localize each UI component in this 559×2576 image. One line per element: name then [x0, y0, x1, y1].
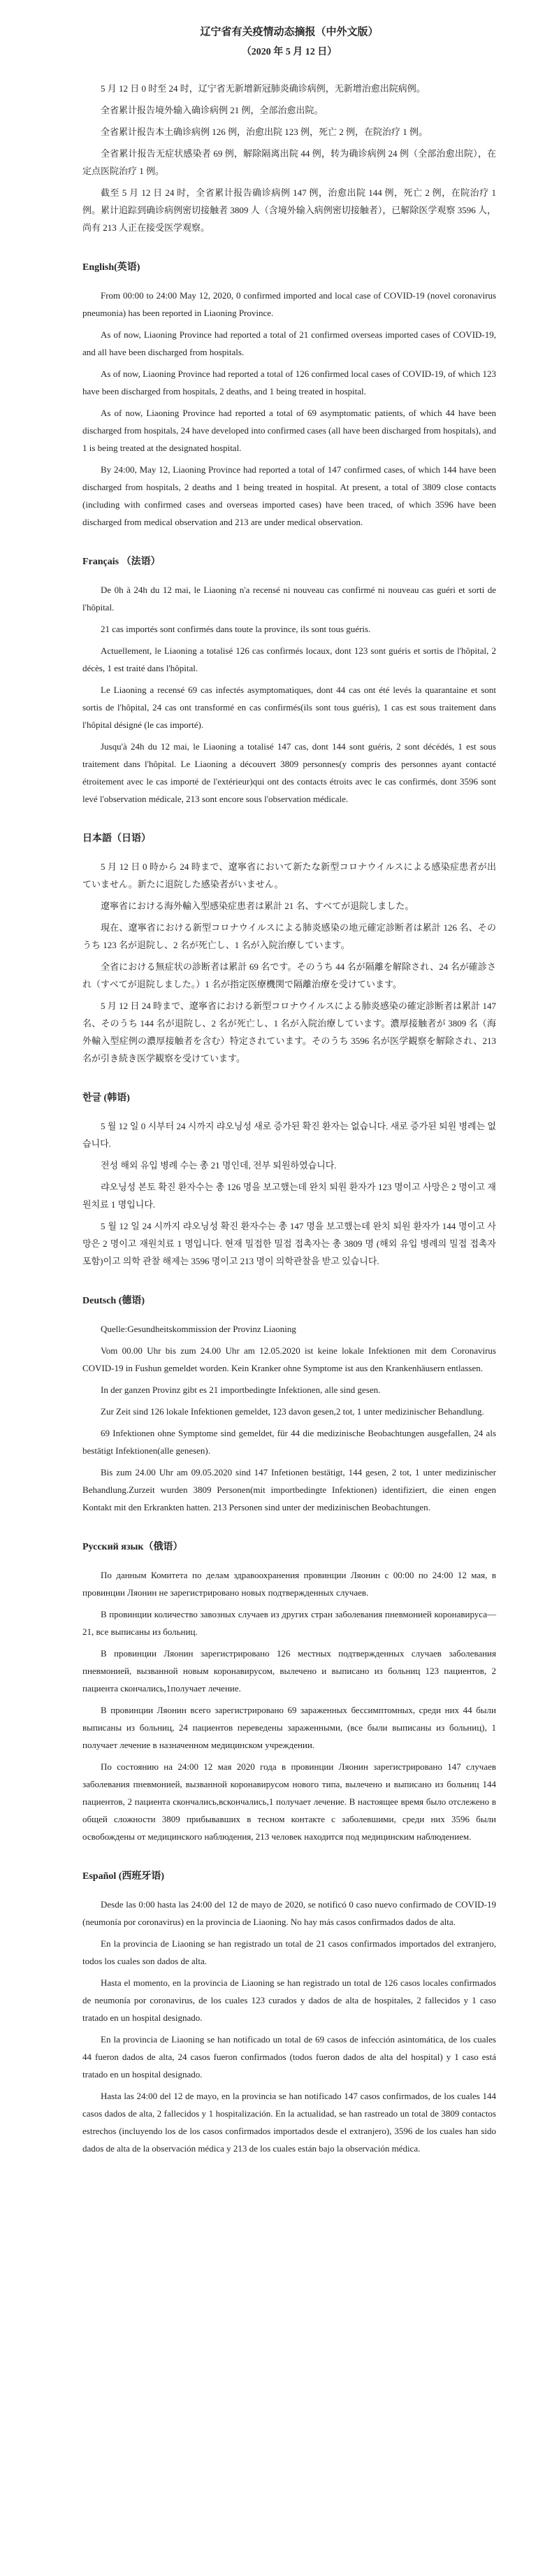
sections-container: [82, 80, 496, 2157]
paragraph: 5 월 12 일 0 시부터 24 시까지 랴오닝성 새로 증가된 확진 환자는 없습니다. 새로 증가된 퇴원 병례는 없습니다.: [82, 1121, 496, 1149]
section-heading: 日本語（日语）: [82, 833, 151, 844]
paragraph: По данным Комитета по делам здравоохранения провинции Ляонин с 00:00 по 24:00 12 мая, в провинции Ляонин не зарегистрировано новых подтвержденных случаев.: [82, 1570, 496, 1598]
paragraph: Desde las 0:00 hasta las 24:00 del 12 de mayo de 2020, se notificó 0 caso nuevo confirmado de COVID-19 (neumonía por coronavirus) en la provincia de Liaoning. No hay más casos confirmados dados de alta.: [82, 1899, 496, 1927]
section-heading: Español (西班牙语): [82, 1871, 165, 1882]
paragraph: 全省における無症状の診断者は累計 69 名です。そのうち 44 名が隔離を解除され、24 名が確診され（すべてが退院しました。）1 名が指定医療機関で隔離治療を受けています。: [82, 961, 496, 989]
paragraph: In der ganzen Provinz gibt es 21 importbedingte Infektionen, alle sind gesen.: [101, 1384, 381, 1395]
document-date: （2020 年 5 月 12 日）: [241, 47, 337, 57]
paragraph: Quelle:Gesundheitskommission der Provinz Liaoning: [101, 1324, 296, 1334]
paragraph: 5 月 12 日 24 時まで、遼寧省における新型コロナウイルスによる肺炎感染の確定診断者は累計 147 名、そのうち 144 名が退院し、2 名が死亡し、1 名が入院治療しています。濃厚接触者が 3809 名（海外輸入型症例の濃厚接触者を含む）特定されています。そのうち 3596 名が医学観察を解除され、213 名が引き続き医学観察を受けています。: [82, 1001, 496, 1064]
paragraph: 遼寧省における海外輸入型感染症患者は累計 21 名、すべてが退院しました。: [101, 901, 414, 911]
paragraph: By 24:00, May 12, Liaoning Province had reported a total of 147 confirmed cases, of which 144 have been discharged from hospitals, 2 deaths and 1 being treated in hospital. At present, a total of 3809 close contacts (including with confirmed cases and overseas imported cases) have been traced, of which 3596 have been discharged from medical observation and 213 are under medical observation.: [82, 464, 496, 527]
section-2: [82, 554, 496, 808]
paragraph: По состоянию на 24:00 12 мая 2020 года в провинции Ляонин зарегистрировано 147 случаев заболевания пневмонией, вызванной коронавирусом нового типа, вылечено и выписано из больниц 144 пациентов, 2 пациента скончались,вскончались,1 получает лечение. В настоящее время было отслежено в общей сложности 3809 прибывавших в тесном контакте с заболевшими, среди них 3596 были освобождены от медицинского наблюдения, 213 человек находится под медицинским наблюдением.: [82, 1761, 496, 1842]
section-4: [82, 1091, 496, 1270]
paragraph: Hasta el momento, en la provincia de Liaoning se han registrado un total de 126 casos locales confirmados de neumonía por coronavirus, de los cuales 123 curados y dados de alta de hospitales, 2 fallecidos y 1 caso tratado en un hospital designado.: [82, 1977, 496, 2023]
paragraph: 69 Infektionen ohne Symptome sind gemeldet, für 44 die medizinische Beobachtungen ausgefallen, 24 als bestätigt Infektionen(alle genesen).: [82, 1428, 496, 1456]
paragraph: 5 月 12 日 0 时至 24 时，辽宁省无新增新冠肺炎确诊病例，无新增治愈出院病例。: [101, 83, 426, 94]
paragraph: 전성 해외 유입 병례 수는 총 21 명인데, 전부 퇴원하였습니다.: [101, 1160, 337, 1171]
paragraph: As of now, Liaoning Province had reported a total of 69 asymptomatic patients, of which 44 have been discharged from hospitals, 24 have developed into confirmed cases (all have been discharged from hospitals), and 1 is being treated at the designated hospital.: [82, 408, 496, 453]
paragraph: Hasta las 24:00 del 12 de mayo, en la provincia se han notificado 147 casos confirmados, de los cuales 144 casos dados de alta, 2 fallecidos y 1 hospitalización. En la actualidad, se han rastreado un total de 3809 contactos estrechos (incluyendo los de los casos confirmados importados desde el extranjero), 3596 de los cuales han sido dados de alta de la observación médica y 213 de los cuales están bajo la observación médica.: [82, 2091, 496, 2154]
paragraph: 現在、遼寧省における新型コロナウイルスによる肺炎感染の地元確定診断者は累計 126 名、そのうち 123 名が退院し、2 名が死亡し、1 名が入院治療しています。: [82, 922, 496, 950]
paragraph: 랴오닝성 본토 확진 환자수는 총 126 명을 보고했는데 완치 퇴원 환자가 123 명이고 사망은 2 명이고 재원치료 1 명입니다.: [82, 1182, 496, 1210]
paragraph: В провинции Ляонин зарегистрировано 126 местных подтвержденных случаев заболевания пневмонией, вызванной новым коронавирусом, вылечено и выписано из больниц 123 пациентов, 2 пациента скончались,1получает лечение.: [82, 1648, 496, 1694]
paragraph: Bis zum 24.00 Uhr am 09.05.2020 sind 147 Infetionen bestätigt, 144 gesen, 2 tot, 1 unter medizinischer Behandlung.Zurzeit wurden 3809 Personen(mit importbedingte Infektionen) identifiziert, die einen engen Kontakt mit den Erkrankten hatten. 213 Personen sind unter der medizinischen Beobachtungen.: [82, 1467, 496, 1512]
paragraph: Actuellement, le Liaoning a totalisé 126 cas confirmés locaux, dont 123 sont guéris et sortis de l'hôpital, 2 décès, 1 est traité dans l'hôpital.: [82, 645, 496, 673]
paragraph: 全省累计报告境外输入确诊病例 21 例，全部治愈出院。: [101, 105, 324, 115]
paragraph: Zur Zeit sind 126 lokale Infektionen gemeldet, 123 davon gesen,2 tot, 1 unter medizinischer Behandlung.: [101, 1406, 484, 1417]
paragraph: 截至 5 月 12 日 24 时，全省累计报告确诊病例 147 例，治愈出院 144 例，死亡 2 例，在院治疗 1 例。累计追踪到确诊病例密切接触者 3809 人（含境外输入病例密切接触者），已解除医学观察 3596 人，尚有 213 人正在接受医学观察。: [82, 187, 496, 233]
paragraph: En la provincia de Liaoning se han notificado un total de 69 casos de infección asintomática, de los cuales 44 fueron dados de alta, 24 casos fueron confirmados (todos fueron dados de alta del hospital) y 1 caso está tratado en un hospital designado.: [82, 2034, 496, 2080]
paragraph: Le Liaoning a recensé 69 cas infectés asymptomatiques, dont 44 cas ont été levés la quarantaine et sont sortis de l'hôpital, 24 cas ont transformé en cas confirmés(ils sont tous guéris), 1 cas est sous traitement dans l'hôpital désigné (le cas importé).: [82, 685, 496, 730]
section-1: [82, 260, 496, 531]
section-heading: Français （法语）: [82, 557, 161, 567]
paragraph: 5 월 12 일 24 시까지 랴오닝성 확진 환자수는 총 147 명을 보고했는데 완치 퇴원 환자가 144 명이고 사망은 2 명이고 재원치료 1 명입니다. 현재 밀접한 밀접 접촉자는 총 3809 명 (해외 유입 병례의 밀접 접촉자 포함)이고 의학 관찰 해제는 3596 명이고 213 명이 의학관찰을 받고 있습니다.: [82, 1221, 496, 1266]
section-3: [82, 831, 496, 1067]
paragraph: Vom 00.00 Uhr bis zum 24.00 Uhr am 12.05.2020 ist keine lokale Infektionen mit dem Coronavirus COVID-19 in Fushun gemeldet worden. Kein Kranker ohne Symptome ist aus den Krankenhäusern entlassen.: [82, 1345, 496, 1373]
section-chinese: [82, 80, 496, 236]
paragraph: From 00:00 to 24:00 May 12, 2020, 0 confirmed imported and local case of COVID-19 (novel coronavirus pneumonia) has been reported in Liaoning Province.: [82, 290, 496, 318]
document-title: 辽宁省有关疫情动态摘报（中外文版）: [200, 27, 379, 38]
paragraph: Jusqu'à 24h du 12 mai, le Liaoning a totalisé 147 cas, dont 144 sont guéris, 2 sont décédés, 1 est sous traitement dans l'hôpital. Le Liaoning a découvert 3809 personnes(y compris des personnes ayant contacté étroitement avec le cas importé de l'extérieur)qui ont des contacts étroits avec le cas confirmés, dont 3596 sont levé l'observation médicale, 213 sont encore sous l'observation médicale.: [82, 741, 496, 804]
paragraph: As of now, Liaoning Province had reported a total of 21 confirmed overseas imported cases of COVID-19, and all have been discharged from hospitals.: [82, 329, 496, 357]
paragraph: En la provincia de Liaoning se han registrado un total de 21 casos confirmados importados del extranjero, todos los cuales son dados de alta.: [82, 1938, 496, 1966]
section-heading: 한글 (韩语): [82, 1093, 130, 1103]
paragraph: 21 cas importés sont confirmés dans toute la province, ils sont tous guéris.: [101, 624, 371, 634]
section-5: [82, 1294, 496, 1516]
section-6: [82, 1540, 496, 1845]
section-7: [82, 1869, 496, 2157]
section-heading: Русский язык（俄语）: [82, 1542, 183, 1552]
paragraph: 5 月 12 日 0 時から 24 時まで、遼寧省において新たな新型コロナウイルスによる感染症患者が出ていません。新たに退院した感染者がいません。: [82, 861, 496, 889]
paragraph: As of now, Liaoning Province had reported a total of 126 confirmed local cases of COVID-19, of which 123 have been discharged from hospitals, 2 deaths, and 1 being treated in hospital.: [82, 368, 496, 396]
section-heading: Deutsch (德语): [82, 1296, 145, 1306]
paragraph: В провинции Ляонин всего зарегистрировано 69 зараженных бессимптомных, среди них 44 были выписаны из больниц, 24 пациентов переведены зараженными, (все были выписаны из больниц), 1 получает лечение в назначенном медицинском учреждении.: [82, 1705, 496, 1750]
section-heading: English(英语): [82, 262, 140, 273]
paragraph: 全省累计报告本土确诊病例 126 例，治愈出院 123 例，死亡 2 例，在院治疗 1 例。: [101, 127, 428, 137]
paragraph: 全省累计报告无症状感染者 69 例，解除隔离出院 44 例，转为确诊病例 24 例（全部治愈出院），在定点医院治疗 1 例。: [82, 148, 496, 176]
paragraph: В провинции количество завозных случаев из других стран заболевания пневмонией коронавируса—21, все выписаны из больниц.: [82, 1609, 496, 1637]
paragraph: De 0h à 24h du 12 mai, le Liaoning n'a recensé ni nouveau cas confirmé ni nouveau cas guéri et sorti de l'hôpital.: [82, 585, 496, 613]
